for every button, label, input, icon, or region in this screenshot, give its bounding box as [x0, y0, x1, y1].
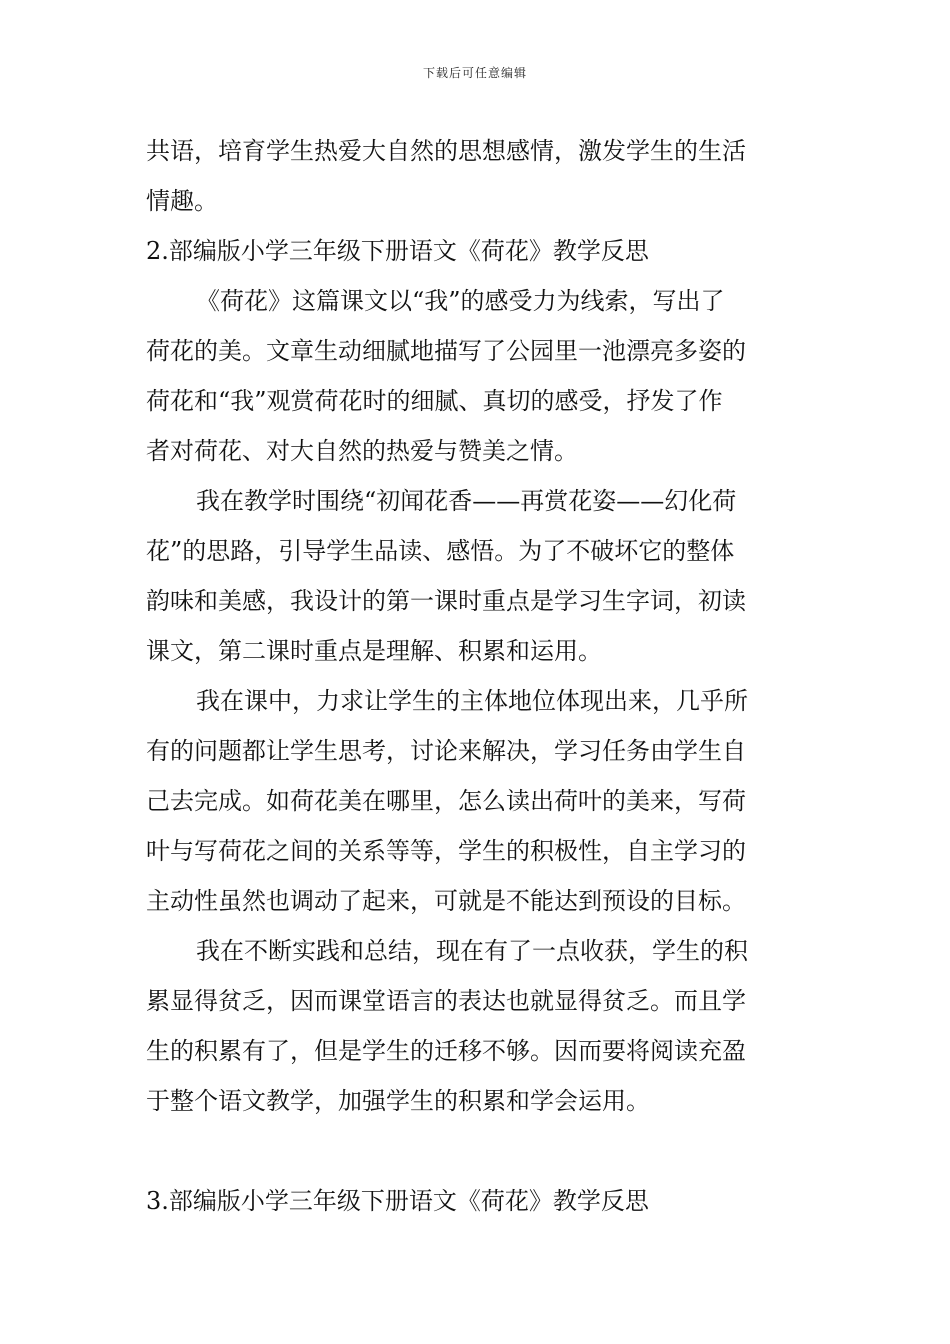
- text-line: 课文，第二课时重点是理解、积累和运用。: [146, 637, 602, 665]
- text-line: 累显得贫乏，因而课堂语言的表达也就显得贫乏。而且学: [146, 987, 746, 1015]
- text-line: 者对荷花、对大自然的热爱与赞美之情。: [146, 437, 578, 465]
- text-line: 韵味和美感，我设计的第一课时重点是学习生字词，初读: [146, 587, 746, 615]
- text-line: 情趣。: [146, 187, 218, 215]
- text-line: 己去完成。如荷花美在哪里，怎么读出荷叶的美来，写荷: [146, 787, 746, 815]
- paragraph-start: 《荷花》这篇课文以“我”的感受力为线索，写出了: [196, 287, 725, 315]
- text-line: 于整个语文教学，加强学生的积累和学会运用。: [146, 1087, 650, 1115]
- text-line: 共语，培育学生热爱大自然的思想感情，激发学生的生活: [146, 137, 746, 165]
- paragraph-start: 我在不断实践和总结，现在有了一点收获，学生的积: [196, 937, 748, 965]
- section-heading-3: 3.部编版小学三年级下册语文《荷花》教学反思: [146, 1187, 649, 1215]
- text-line: 生的积累有了，但是学生的迁移不够。因而要将阅读充盈: [146, 1037, 746, 1065]
- text-line: 花”的思路，引导学生品读、感悟。为了不破坏它的整体: [146, 537, 735, 565]
- text-line: 主动性虽然也调动了起来，可就是不能达到预设的目标。: [146, 887, 746, 915]
- document-body: [146, 126, 808, 1226]
- text-line: 叶与写荷花之间的关系等等，学生的积极性，自主学习的: [146, 837, 746, 865]
- header-note: 下载后可任意编辑: [422, 66, 527, 80]
- text-line: 荷花和“我”观赏荷花时的细腻、真切的感受，抒发了作: [146, 387, 723, 415]
- blank-line: [146, 1126, 808, 1176]
- text-line: 有的问题都让学生思考，讨论来解决，学习任务由学生自: [146, 737, 746, 765]
- text-line: 荷花的美。文章生动细腻地描写了公园里一池漂亮多姿的: [146, 337, 746, 365]
- section-heading-2: 2.部编版小学三年级下册语文《荷花》教学反思: [146, 237, 649, 265]
- paragraph-start: 我在教学时围绕“初闻花香——再赏花姿——幻化荷: [196, 487, 737, 515]
- paragraph-start: 我在课中，力求让学生的主体地位体现出来，几乎所: [196, 687, 748, 715]
